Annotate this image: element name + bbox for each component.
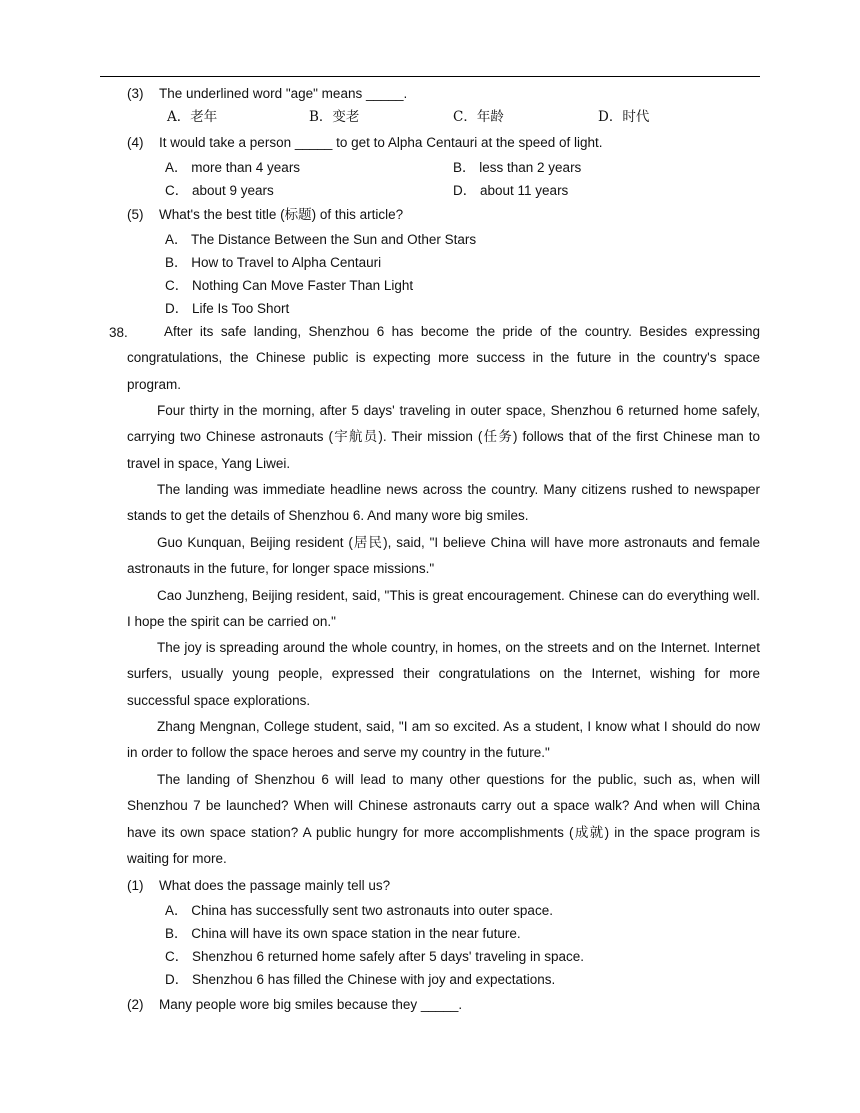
option-a: A．老年: [167, 109, 218, 125]
option-b: B．变老: [309, 109, 360, 125]
passage-paragraph: Four thirty in the morning, after 5 days' traveling in outer space, Shenzhou 6 returned home safely, carrying two Chinese astronauts (宇航员). Their mission (任务) follows that of the first Chinese man to travel in space, Yang Liwei.: [127, 403, 760, 471]
question-number: (2): [127, 997, 144, 1012]
question-number: (5): [127, 207, 144, 222]
option-c: C． Shenzhou 6 returned home safely after 5 days' traveling in space.: [165, 949, 585, 964]
question-text: Many people wore big smiles because they _____.: [159, 997, 463, 1012]
question-text: What does the passage mainly tell us?: [159, 878, 391, 893]
section-number: 38.: [109, 325, 128, 340]
question-text: The underlined word "age" means _____.: [159, 86, 408, 101]
option-b: B． How to Travel to Alpha Centauri: [165, 255, 382, 270]
option-b: B． less than 2 years: [453, 160, 582, 175]
passage-paragraph: The landing was immediate headline news across the country. Many citizens rushed to newspaper stands to get the details of Shenzhou 6. And many wore big smiles.: [127, 482, 760, 524]
option-a: A． more than 4 years: [165, 160, 301, 175]
option-d: D． Life Is Too Short: [165, 301, 290, 316]
option-d: D． Shenzhou 6 has filled the Chinese with joy and expectations.: [165, 972, 556, 987]
option-c: C．年龄: [453, 109, 504, 125]
passage-paragraph: Cao Junzheng, Beijing resident, said, "This is great encouragement. Chinese can do everything well. I hope the spirit can be carried on.": [127, 588, 760, 630]
passage-paragraph: Guo Kunquan, Beijing resident (居民), said, "I believe China will have more astronauts and female astronauts in the future, for longer space missions.": [127, 535, 760, 577]
option-c: C． about 9 years: [165, 183, 274, 198]
option-a: A． China has successfully sent two astronauts into outer space.: [165, 903, 553, 918]
question-text: It would take a person _____ to get to Alpha Centauri at the speed of light.: [159, 135, 603, 150]
option-d: D．时代: [598, 109, 650, 125]
question-text: What's the best title (标题) of this article?: [159, 207, 404, 222]
option-c: C． Nothing Can Move Faster Than Light: [165, 278, 414, 293]
passage-paragraph: Zhang Mengnan, College student, said, "I am so excited. As a student, I know what I should do now in order to follow the space heroes and serve my country in the future.": [127, 719, 760, 761]
passage-paragraph: After its safe landing, Shenzhou 6 has become the pride of the country. Besides expressing congratulations, the Chinese public is expecting more success in the future in the country's space program.: [127, 324, 760, 392]
header-rule: [100, 76, 760, 77]
passage-paragraph: The landing of Shenzhou 6 will lead to many other questions for the public, such as, when will Shenzhou 7 be launched? When will Chinese astronauts carry out a space walk? And when will China have its own space station? A public hungry for more accomplishments (成就) in the space program is waiting for more.: [127, 772, 760, 866]
question-number: (3): [127, 86, 144, 101]
option-b: B． China will have its own space station in the near future.: [165, 926, 521, 941]
question-number: (1): [127, 878, 144, 893]
question-number: (4): [127, 135, 144, 150]
option-d: D． about 11 years: [453, 183, 569, 198]
option-a: A． The Distance Between the Sun and Other Stars: [165, 232, 477, 247]
passage-paragraph: The joy is spreading around the whole country, in homes, on the streets and on the Internet. Internet surfers, usually young people, expressed their congratulations on the Internet, wishing for more successful space explorations.: [127, 640, 760, 708]
